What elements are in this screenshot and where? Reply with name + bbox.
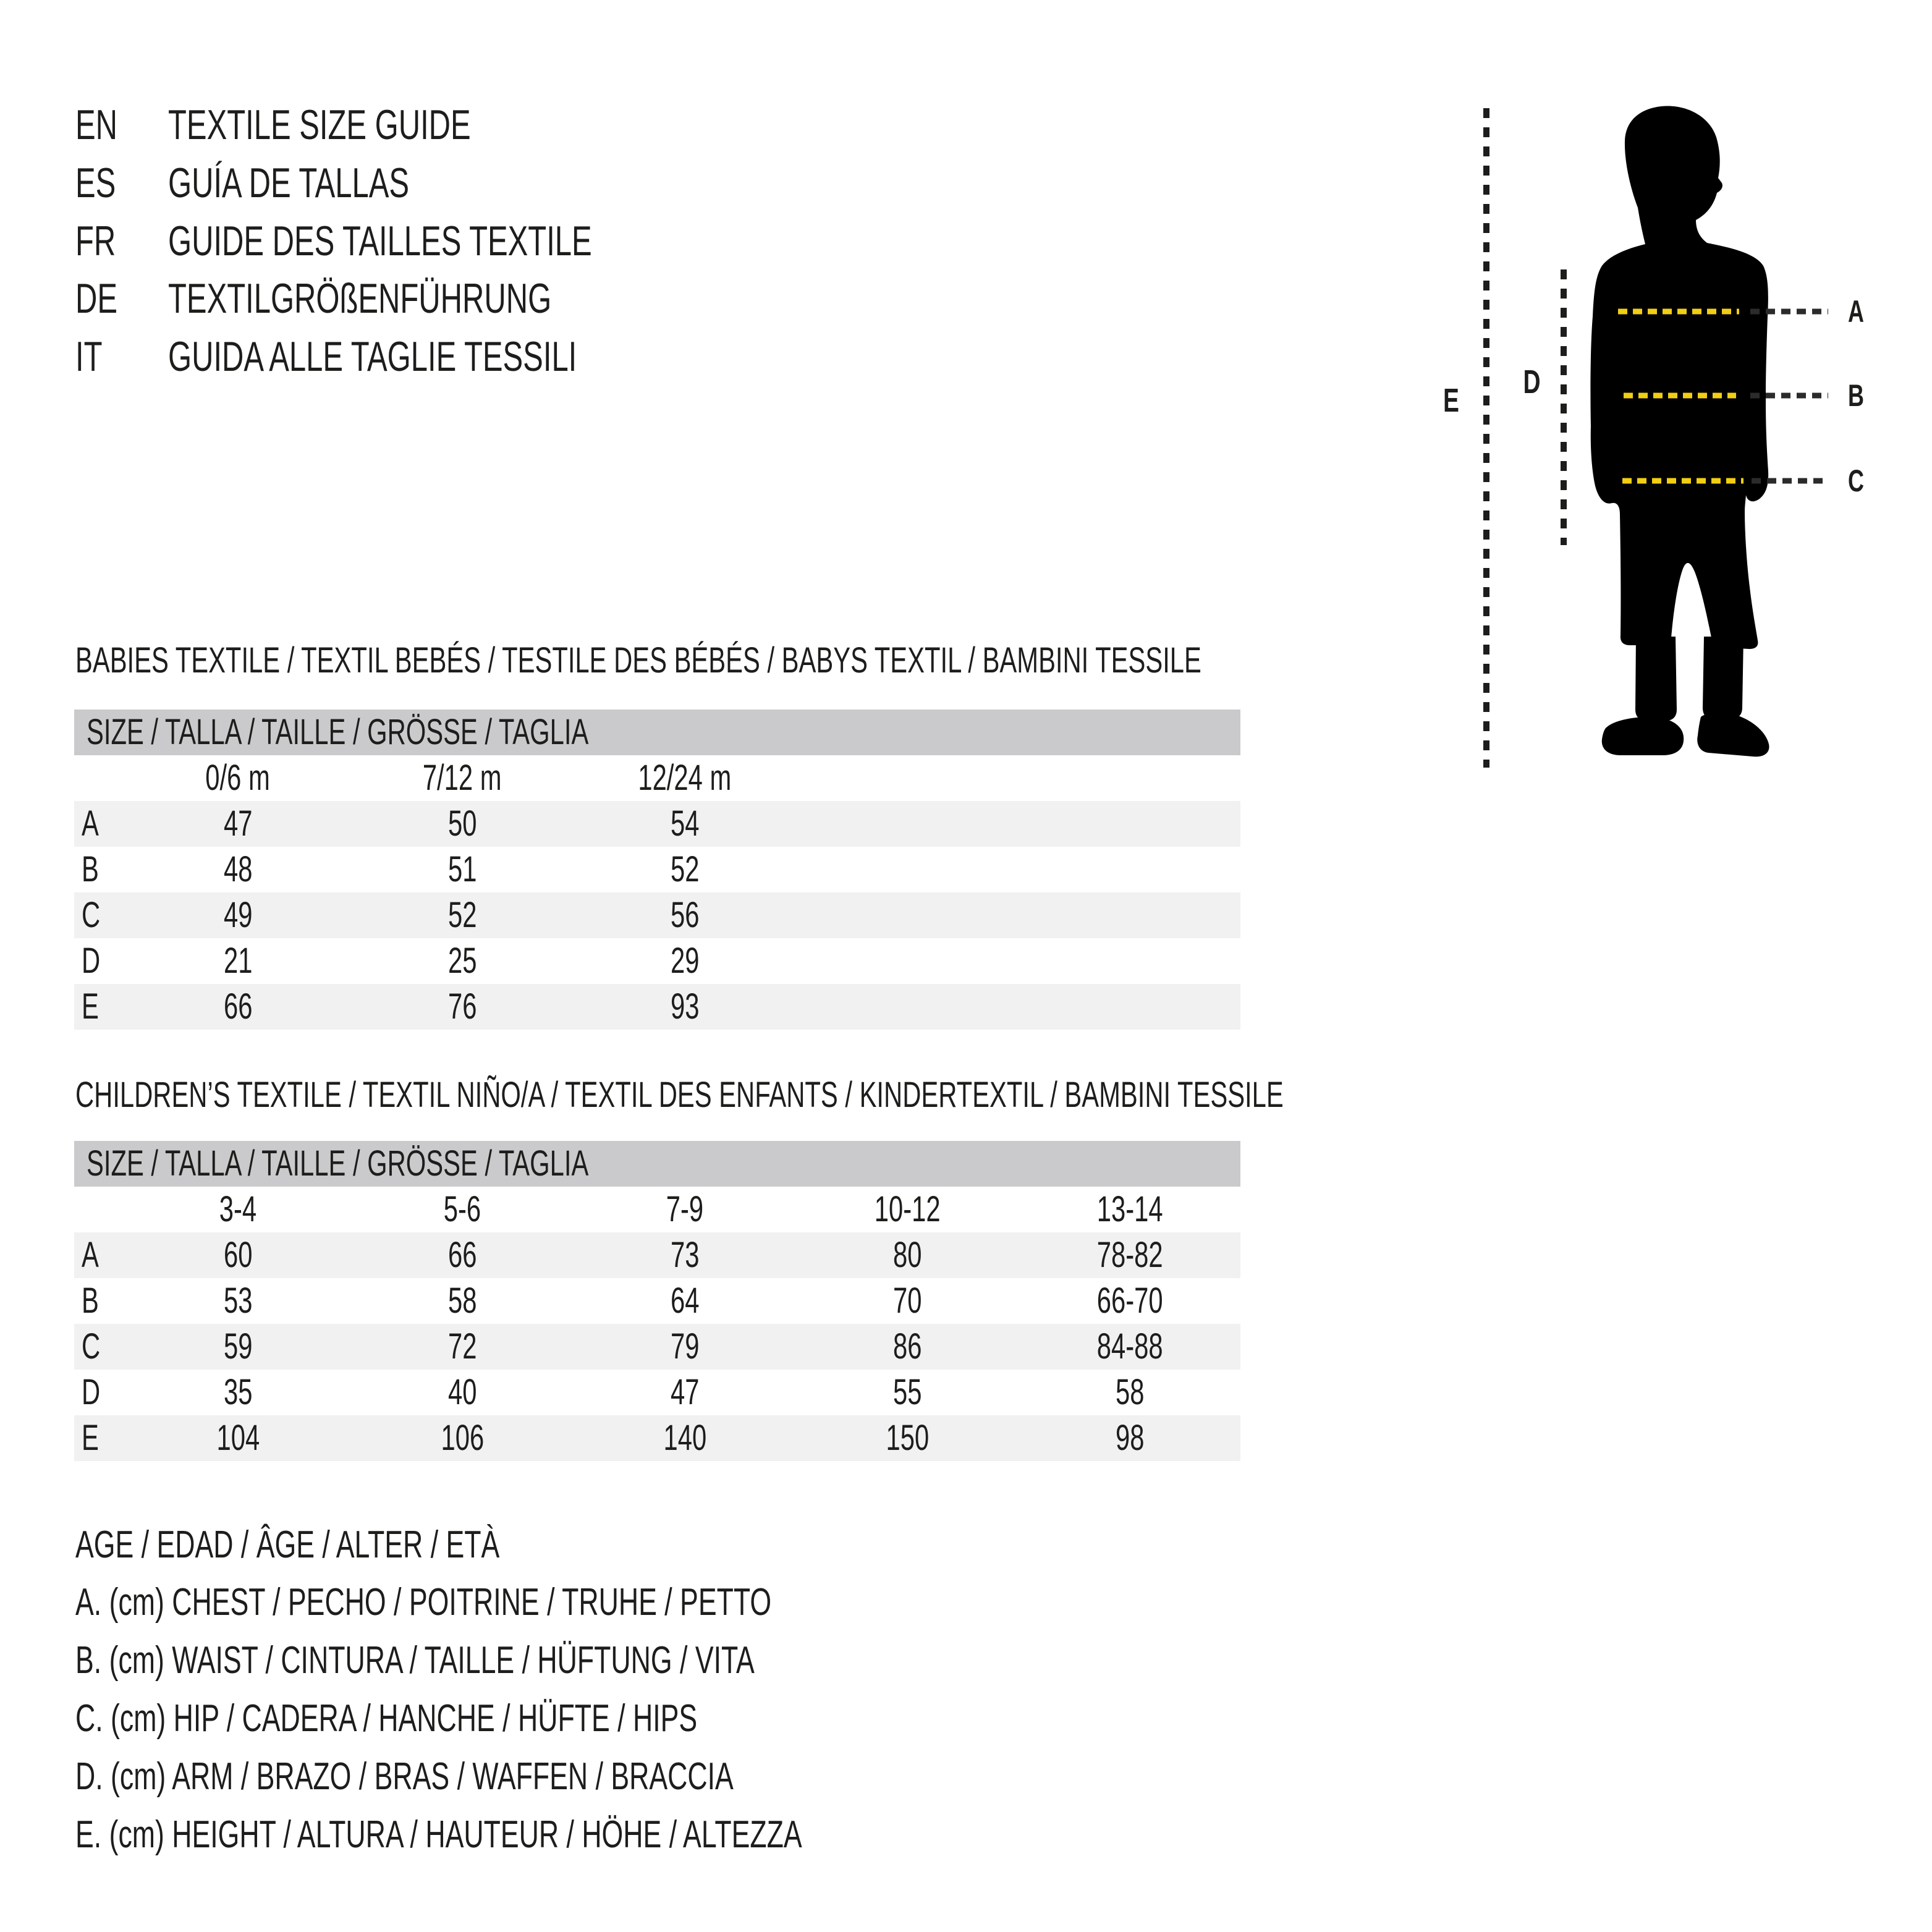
lang-title-es: GUÍA DE TALLAS <box>168 159 410 206</box>
legend-age: AGE / EDAD / ÂGE / ALTER / ETÀ <box>75 1523 500 1566</box>
table-row <box>74 984 1240 1030</box>
row-label: E <box>82 1418 99 1458</box>
legend-chest: A. (cm) CHEST / PECHO / POITRINE / TRUHE / PETTO <box>75 1581 772 1624</box>
size-value: 25 <box>447 941 477 981</box>
legend-height: E. (cm) HEIGHT / ALTURA / HAUTEUR / HÖHE / ALTEZZA <box>75 1813 802 1856</box>
row-label: C <box>82 1326 101 1366</box>
size-value: 106 <box>441 1418 484 1458</box>
size-value: 58 <box>1115 1372 1145 1412</box>
size-value: 56 <box>670 895 700 935</box>
lang-code-de: DE <box>75 275 118 322</box>
size-value: 66 <box>447 1235 477 1275</box>
size-value: 59 <box>223 1326 253 1366</box>
babies-col-7-12m: 7/12 m <box>423 758 502 798</box>
table-row <box>74 938 1240 984</box>
babies-size-header-bar <box>74 710 1240 755</box>
size-value: 52 <box>670 849 700 889</box>
lang-title-fr: GUIDE DES TAILLES TEXTILE <box>168 218 592 265</box>
table-row <box>74 847 1240 892</box>
babies-section-title: BABIES TEXTILE / TEXTIL BEBÉS / TESTILE DES BÉBÉS / BABYS TEXTIL / BAMBINI TESSILE <box>75 640 1201 680</box>
row-label: A <box>82 1235 99 1275</box>
babies-col-0-6m: 0/6 m <box>205 758 271 798</box>
row-label: D <box>82 1372 101 1412</box>
children-col-5-6: 5-6 <box>443 1189 481 1229</box>
legend-hip: C. (cm) HIP / CADERA / HANCHE / HÜFTE / HIPS <box>75 1697 698 1740</box>
row-label: D <box>82 941 101 981</box>
lang-title-it: GUIDA ALLE TAGLIE TESSILI <box>168 333 577 380</box>
size-value: 86 <box>892 1326 922 1366</box>
size-value: 104 <box>216 1418 260 1458</box>
size-value: 58 <box>447 1281 477 1321</box>
size-value: 54 <box>670 803 700 844</box>
lang-title-en: TEXTILE SIZE GUIDE <box>168 101 471 148</box>
size-value: 29 <box>670 941 700 981</box>
size-value: 48 <box>223 849 253 889</box>
silhouette-left-leg <box>1635 637 1677 721</box>
size-value: 40 <box>447 1372 477 1412</box>
size-value: 66 <box>223 986 253 1027</box>
size-value: 49 <box>223 895 253 935</box>
size-value: 64 <box>670 1281 700 1321</box>
table-row <box>74 1278 1240 1324</box>
silhouette-left-shoe <box>1602 717 1684 755</box>
size-value: 47 <box>223 803 253 844</box>
row-label: A <box>82 803 99 844</box>
size-value: 35 <box>223 1372 253 1412</box>
size-value: 52 <box>447 895 477 935</box>
row-label: C <box>82 895 101 935</box>
legend-waist: B. (cm) WAIST / CINTURA / TAILLE / HÜFTUNG / VITA <box>75 1639 755 1682</box>
size-value: 53 <box>223 1281 253 1321</box>
arm-label: D <box>1522 363 1541 400</box>
children-col-7-9: 7-9 <box>666 1189 704 1229</box>
hip-label: C <box>1847 464 1864 498</box>
size-value: 78-82 <box>1096 1235 1163 1275</box>
children-col-13-14: 13-14 <box>1096 1189 1163 1229</box>
silhouette-right-shoe <box>1697 713 1769 756</box>
size-value: 98 <box>1115 1418 1145 1458</box>
table-row <box>74 1232 1240 1278</box>
legend-arm: D. (cm) ARM / BRAZO / BRAS / WAFFEN / BRACCIA <box>75 1755 734 1798</box>
row-label: B <box>82 849 99 889</box>
table-row <box>74 801 1240 847</box>
size-value: 150 <box>886 1418 929 1458</box>
children-size-header-bar <box>74 1141 1240 1187</box>
babies-size-table <box>74 710 1240 1030</box>
size-value: 79 <box>670 1326 700 1366</box>
size-value: 84-88 <box>1096 1326 1163 1366</box>
silhouette-right-leg <box>1703 637 1743 719</box>
silhouette-body <box>1590 106 1768 649</box>
size-value: 93 <box>670 986 700 1027</box>
size-value: 76 <box>447 986 477 1027</box>
lang-code-es: ES <box>75 159 116 206</box>
size-value: 73 <box>670 1235 700 1275</box>
children-col-3-4: 3-4 <box>219 1189 257 1229</box>
row-label: E <box>82 986 99 1027</box>
waist-label: B <box>1847 378 1864 413</box>
size-value: 47 <box>670 1372 700 1412</box>
table-row <box>74 1415 1240 1461</box>
size-value: 80 <box>892 1235 922 1275</box>
babies-column-header-row <box>74 755 1240 801</box>
children-size-table <box>74 1141 1240 1461</box>
size-value: 66-70 <box>1096 1281 1163 1321</box>
lang-code-en: EN <box>75 101 118 148</box>
row-label: B <box>82 1281 99 1321</box>
size-value: 50 <box>447 803 477 844</box>
size-value: 72 <box>447 1326 477 1366</box>
children-section-title: CHILDREN’S TEXTILE / TEXTIL NIÑO/A / TEXTIL DES ENFANTS / KINDERTEXTIL / BAMBINI TESSILE <box>75 1075 1284 1115</box>
babies-col-12-24m: 12/24 m <box>638 758 732 798</box>
size-value: 60 <box>223 1235 253 1275</box>
children-size-header-label: SIZE / TALLA / TAILLE / GRÖSSE / TAGLIA <box>87 1143 589 1184</box>
chest-label: A <box>1847 294 1864 329</box>
lang-code-it: IT <box>75 333 103 380</box>
size-value: 55 <box>892 1372 922 1412</box>
babies-size-header-label: SIZE / TALLA / TAILLE / GRÖSSE / TAGLIA <box>87 712 589 752</box>
lang-title-de: TEXTILGRÖßENFÜHRUNG <box>168 275 552 322</box>
table-row <box>74 1324 1240 1370</box>
size-value: 70 <box>892 1281 922 1321</box>
size-value: 21 <box>223 941 253 981</box>
lang-code-fr: FR <box>75 218 116 265</box>
children-col-10-12: 10-12 <box>874 1189 941 1229</box>
size-value: 140 <box>663 1418 706 1458</box>
table-row <box>74 1370 1240 1415</box>
table-row <box>74 892 1240 938</box>
children-column-header-row <box>74 1187 1240 1232</box>
height-label: E <box>1443 382 1459 419</box>
size-value: 51 <box>447 849 477 889</box>
